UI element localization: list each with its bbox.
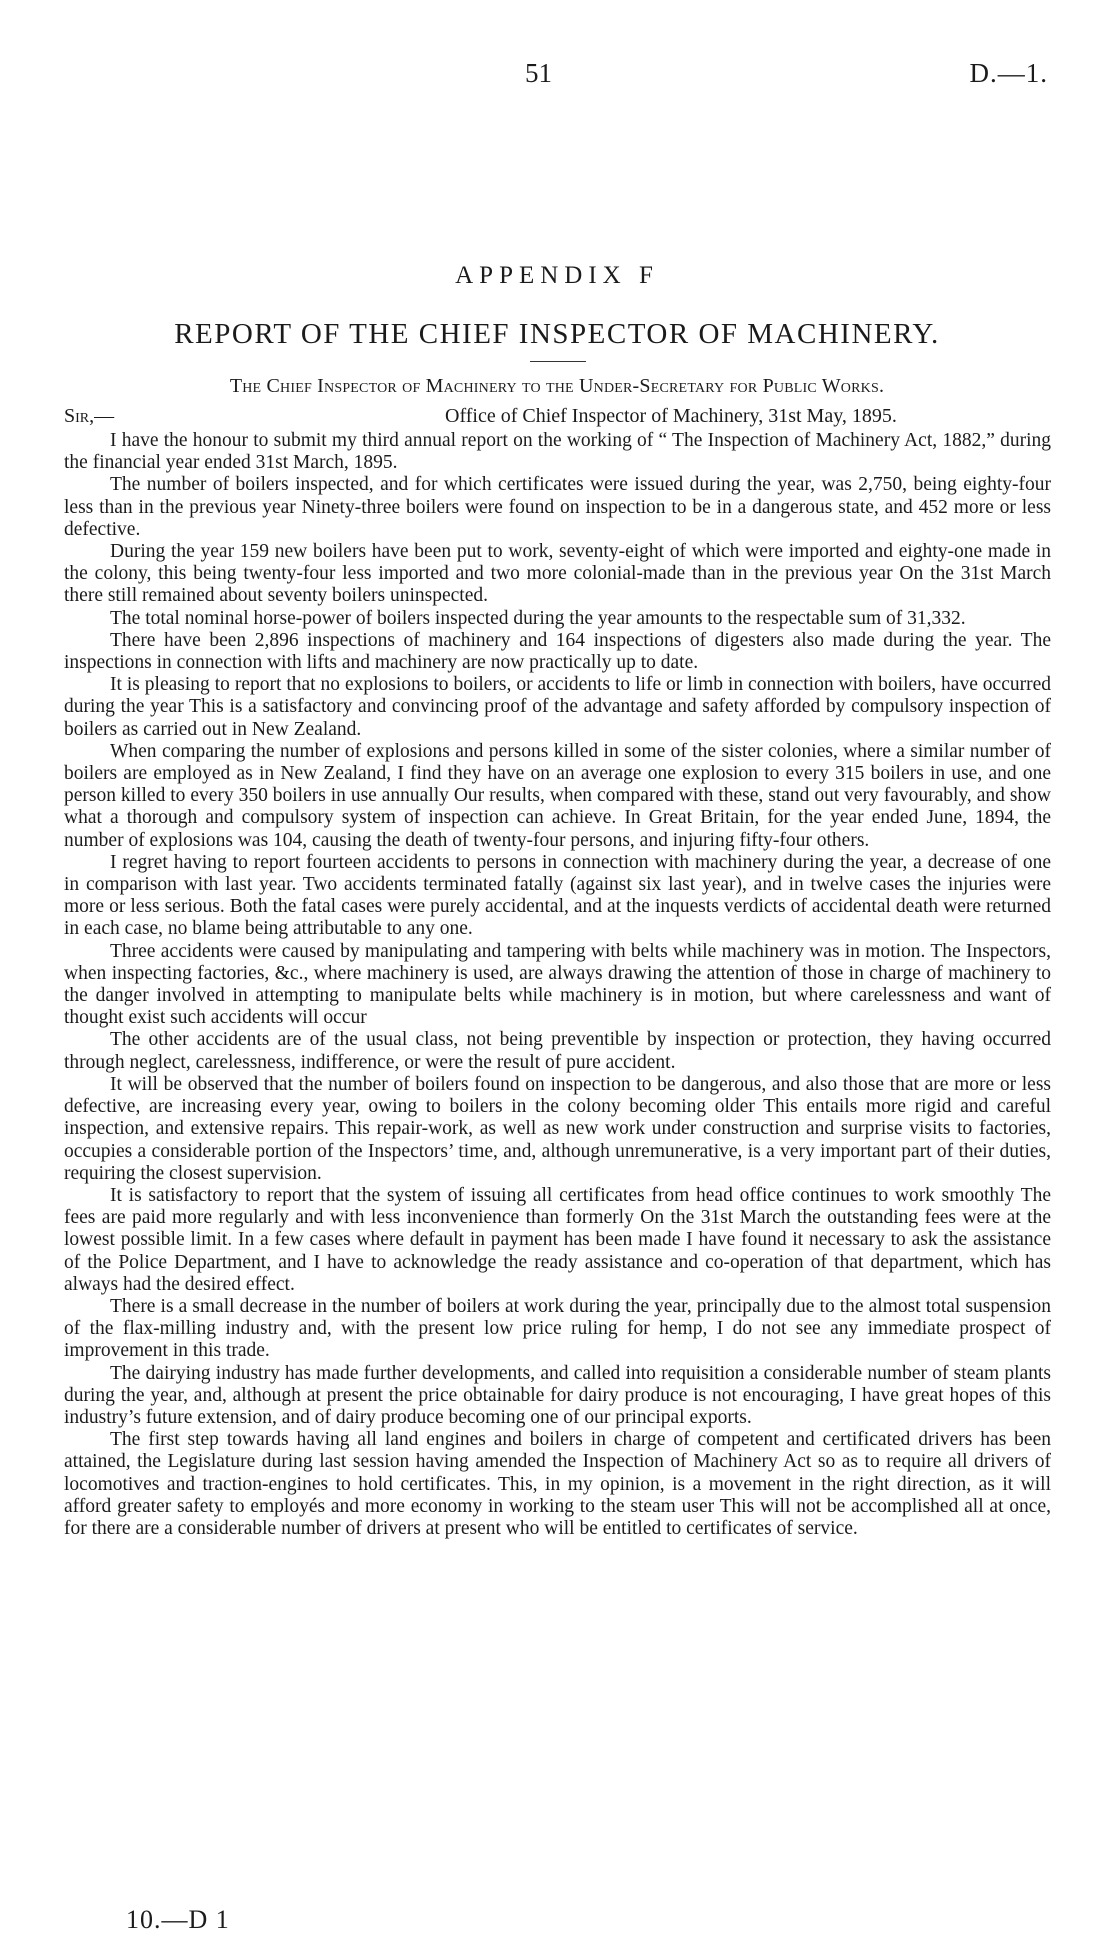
signature-mark: 10.—D 1 (126, 1905, 230, 1934)
address-line: The Chief Inspector of Machinery to the Under-Secretary for Public Works. (229, 375, 885, 397)
paragraph: It is pleasing to report that no explosions to boilers, or accidents to life or limb in connection with boilers, have occurred during the year This is a satisfactory and convincing proof of the advantage and safety afforded by compulsory inspection of boilers as carried out in New Zealand. (64, 674, 1051, 740)
paragraph: The first step towards having all land engines and boilers in charge of competent and certificated drivers has been attained, the Legislature during last session having amended the Inspection of Machinery Act so as to require all drivers of locomotives and traction-engines to hold certificates. This, in my opinion, is a movement in the right direction, as it will afford greater safety to employés and more economy in working to the steam user This will not be accomplished all at once, for there are a considerable number of drivers at present who will be entitled to certificates of service. (64, 1429, 1051, 1539)
paragraph: During the year 159 new boilers have been put to work, seventy-eight of which were imported and eighty-one made in the colony, this being twenty-four less imported and two more colonial-made than in the previous year On the 31st March there still remained about seventy boilers uninspected. (64, 541, 1051, 607)
paragraph: There have been 2,896 inspections of machinery and 164 inspections of digesters also made during the year. The inspections in connection with lifts and machinery are now practically up to date. (64, 629, 1051, 674)
office-date-line: Office of Chief Inspector of Machinery, 31st May, 1895. (445, 405, 897, 427)
appendix-heading: APPENDIX F (455, 262, 659, 289)
report-body (64, 430, 1051, 1540)
paragraph: Three accidents were caused by manipulating and tampering with belts while machinery was in motion. The Inspectors, when inspecting factories, &c., where machinery is used, are always drawing the attention of those in charge of machinery to the danger involved in attempting to manipulate belts while machinery is in motion, but where carelessness and want of thought exist such accidents will occur (64, 940, 1051, 1029)
title-divider (530, 361, 586, 362)
paragraph: When comparing the number of explosions and persons killed in some of the sister colonies, where a similar number of boilers are employed as in New Zealand, I find they have on an average one explosion to every 315 boilers in use, and one person killed to every 350 boilers in use annually Our results, when compared with these, stand out very favourably, and show what a thorough and compulsory system of inspection can achieve. In Great Britain, for the year ended June, 1894, the number of explosions was 104, causing the death of twenty-four persons, and injuring fifty-four others. (64, 740, 1051, 851)
paragraph: The other accidents are of the usual class, not being preventible by inspection or protection, they having occurred through neglect, carelessness, indifference, or were the result of pure accident. (64, 1029, 1051, 1073)
paragraph: It will be observed that the number of boilers found on inspection to be dangerous, and also those that are more or less defective, are increasing every year, owing to boilers in the colony becoming older This entails more rigid and careful inspection, and extensive repairs. This repair-work, as well as new work under construction and surprise visits to factories, occupies a considerable portion of the Inspectors’ time, and, although unremunerative, is a very important part of their duties, requiring the closest supervision. (64, 1073, 1051, 1184)
page-number: 51 (525, 58, 552, 88)
document-code: D.—1. (969, 58, 1048, 88)
paragraph: I regret having to report fourteen accidents to persons in connection with machinery during the year, a decrease of one in comparison with last year. Two accidents terminated fatally (against six last year), and in twelve cases the injuries were more or less serious. Both the fatal cases were purely accidental, and at the inquests verdicts of accidental death were returned in each case, no blame being attributable to any one. (64, 851, 1051, 940)
salutation: Sir,— (64, 405, 115, 427)
paragraph: The dairying industry has made further developments, and called into requisition a considerable number of steam plants during the year, and, although at present the price obtainable for dairy produce is not encouraging, I have great hopes of this industry’s future extension, and of dairy produce becoming one of our principal exports. (64, 1362, 1051, 1428)
paragraph: There is a small decrease in the number of boilers at work during the year, principally due to the almost total suspension of the flax-milling industry and, with the present low price ruling for hemp, I do not see any immediate prospect of improvement in this trade. (64, 1295, 1051, 1362)
paragraph: The total nominal horse-power of boilers inspected during the year amounts to the respectable sum of 31,332. (110, 607, 966, 629)
report-title: REPORT OF THE CHIEF INSPECTOR OF MACHINERY. (174, 318, 940, 350)
paragraph: The number of boilers inspected, and for which certificates were issued during the year, was 2,750, being eighty-four less than in the previous year Ninety-three boilers were found on inspection to be in a dangerous state, and 452 more or less defective. (64, 474, 1051, 540)
paragraph: It is satisfactory to report that the system of issuing all certificates from head office continues to work smoothly The fees are paid more regularly and with less inconvenience than formerly On the 31st March the outstanding fees were at the lowest possible limit. In a few cases where default in payment has been made I have found it necessary to ask the assistance of the Police Department, and I have to acknowledge the ready assistance and co-operation of that department, which has always had the desired effect. (64, 1184, 1051, 1295)
paragraph: I have the honour to submit my third annual report on the working of “ The Inspection of Machinery Act, 1882,” during the financial year ended 31st March, 1895. (64, 430, 1051, 474)
